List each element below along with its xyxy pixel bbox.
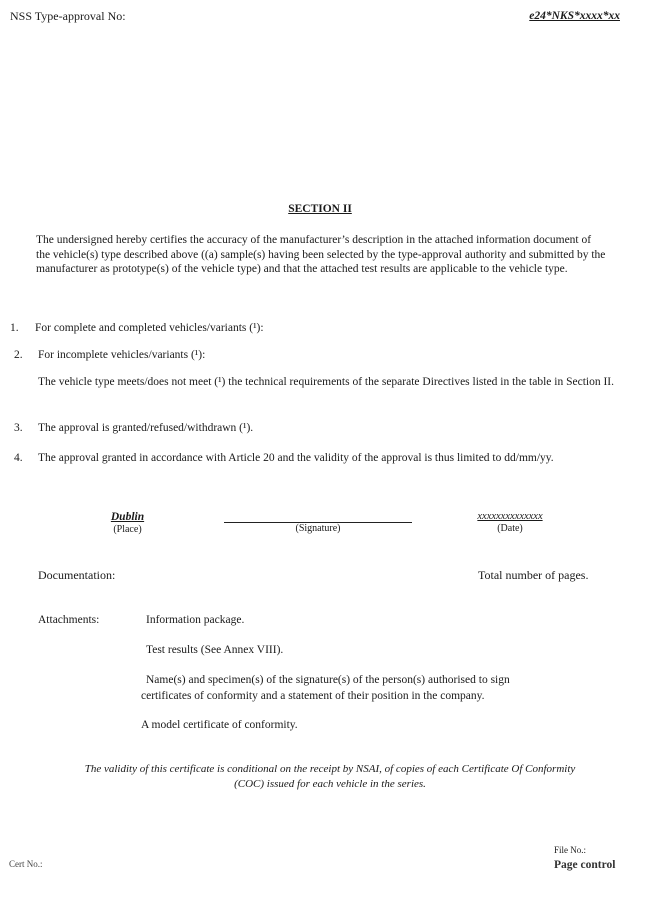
item-text: The approval granted in accordance with Article 20 and the validity of the approval is thus limited to dd/mm/yy.: [38, 452, 554, 464]
date-field: [455, 510, 565, 536]
section-title: SECTION II: [288, 203, 352, 215]
item-text: The approval is granted/refused/withdrawn (¹).: [38, 422, 254, 434]
place-label: (Place): [113, 524, 142, 536]
attachments-label: Attachments:: [38, 614, 100, 626]
validity-line: (COC) issued for each vehicle in the series.: [234, 777, 426, 790]
item-number: 1.: [10, 322, 19, 334]
date-value: xxxxxxxxxxxxxx: [477, 511, 543, 522]
type-approval-number: e24*NKS*xxxx*xx: [529, 10, 620, 22]
attachment-item: A model certificate of conformity.: [141, 719, 298, 731]
item-text: For incomplete vehicles/variants (¹):: [38, 349, 206, 361]
item-number: 2.: [14, 349, 23, 361]
certification-statement: The undersigned hereby certifies the accuracy of the manufacturer’s description in the attached information document of the vehicle(s) type described above ((a) sample(s) having been selected by the type-approval authority and submitted by the manufacturer as prototype(s) of the vehicle type) and that the attached test results are applicable to the vehicle type.: [36, 234, 606, 276]
type-approval-label: NSS Type-approval No:: [10, 9, 126, 23]
attachment-item: Information package.: [146, 614, 245, 626]
documentation-label: Documentation:: [38, 568, 116, 582]
cert-number-label: Cert No.:: [9, 859, 43, 869]
file-number-label: File No.:: [554, 845, 587, 855]
place-field: [95, 510, 160, 537]
validity-line: The validity of this certificate is conditional on the receipt by NSAI, of copies of each Certificate Of Conformity: [84, 763, 576, 775]
attachment-item: certificates of conformity and a statement of their position in the company.: [141, 690, 485, 702]
signature-label: (Signature): [295, 523, 341, 534]
attachment-item: Test results (See Annex VIII).: [146, 644, 284, 656]
item-text: For complete and completed vehicles/variants (¹):: [35, 322, 264, 334]
requirements-paragraph: The vehicle type meets/does not meet (¹) the technical requirements of the separate Directives listed in the table in Section II.: [38, 376, 614, 388]
date-label: (Date): [497, 523, 523, 535]
page-control-label: Page control: [554, 859, 616, 871]
item-number: 4.: [14, 452, 23, 464]
total-pages: Total number of pages.: [478, 568, 589, 582]
item-number: 3.: [14, 422, 23, 434]
place-value: Dublin: [110, 511, 145, 523]
attachment-item: Name(s) and specimen(s) of the signature(s) of the person(s) authorised to sign: [146, 674, 510, 686]
validity-note: [30, 762, 630, 792]
signature-field: [224, 510, 412, 536]
